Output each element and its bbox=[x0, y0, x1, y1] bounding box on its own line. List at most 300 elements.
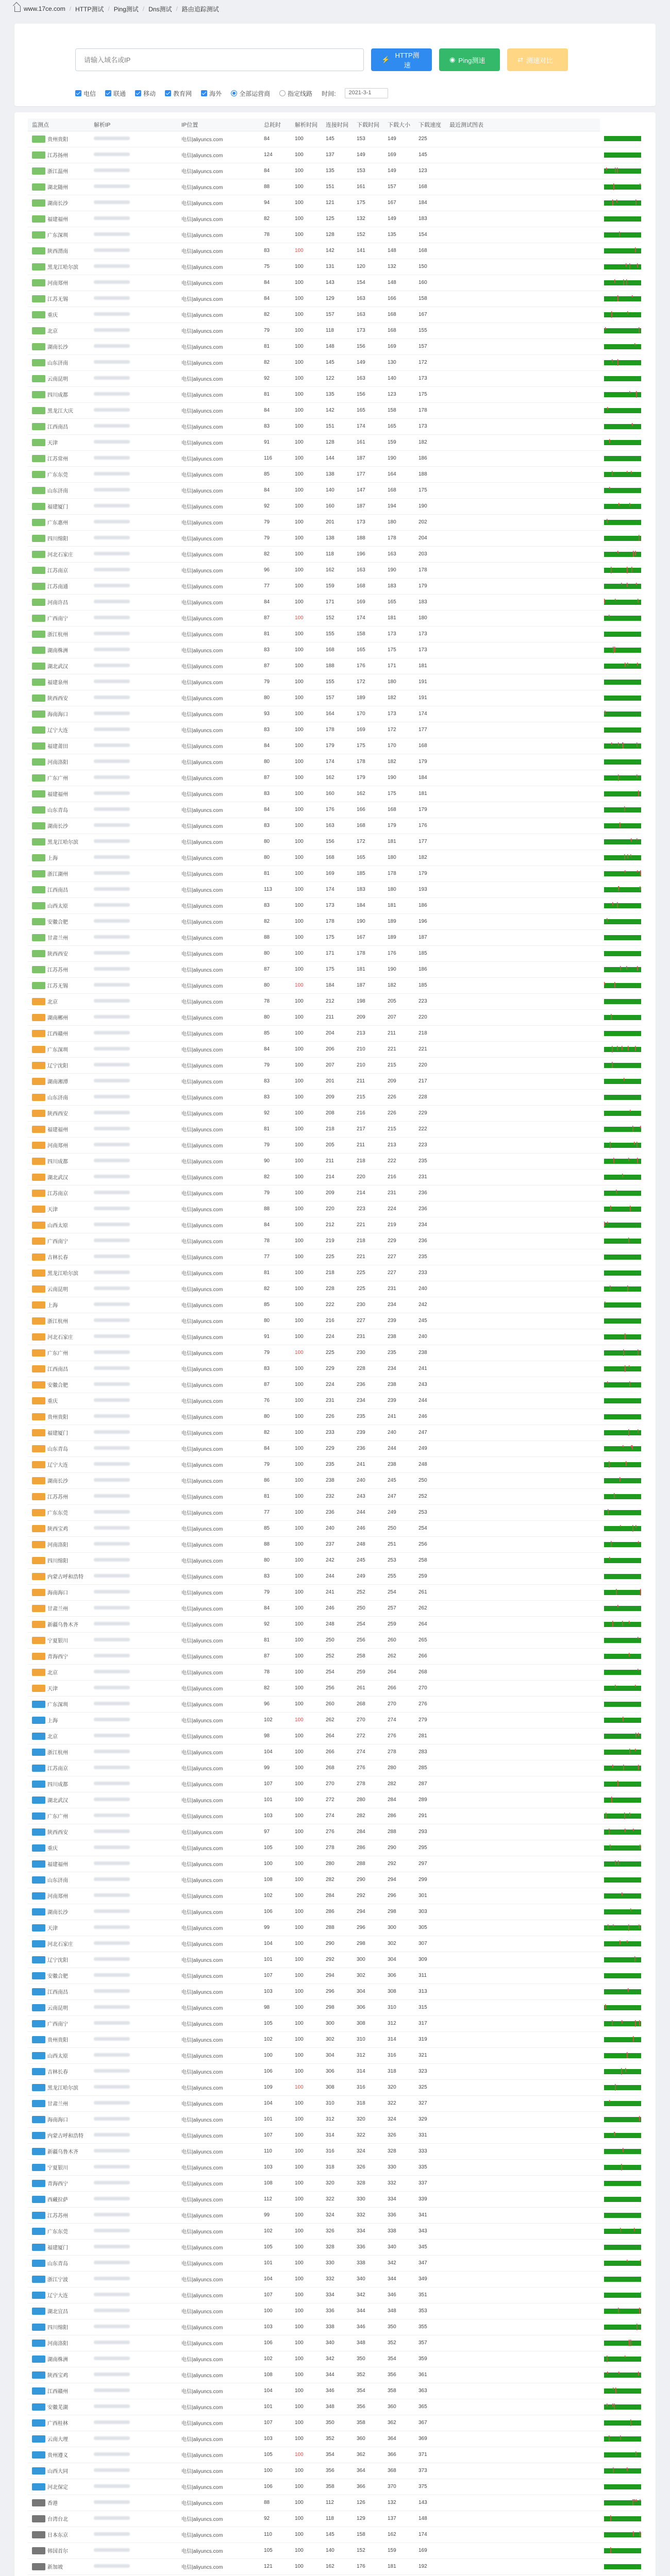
table-row[interactable] bbox=[28, 706, 641, 722]
recent-chart-cell[interactable] bbox=[600, 1936, 641, 1952]
recent-chart[interactable] bbox=[604, 343, 641, 350]
recent-chart[interactable] bbox=[604, 1142, 641, 1149]
ping-test-button[interactable]: ◉ Ping测速 bbox=[439, 48, 500, 71]
table-row[interactable] bbox=[28, 1744, 641, 1760]
recent-chart[interactable] bbox=[604, 1190, 641, 1197]
recent-chart[interactable] bbox=[604, 2515, 641, 2522]
recent-chart-cell[interactable] bbox=[600, 2303, 641, 2319]
table-row[interactable] bbox=[28, 179, 641, 195]
recent-chart-cell[interactable] bbox=[600, 1920, 641, 1936]
recent-chart[interactable] bbox=[604, 1397, 641, 1404]
recent-chart[interactable] bbox=[604, 567, 641, 574]
recent-chart-cell[interactable] bbox=[600, 2031, 641, 2047]
recent-chart[interactable] bbox=[604, 918, 641, 925]
recent-chart-cell[interactable] bbox=[600, 338, 641, 354]
table-row[interactable] bbox=[28, 434, 641, 450]
recent-chart-cell[interactable] bbox=[600, 1776, 641, 1792]
table-row[interactable] bbox=[28, 1536, 641, 1552]
recent-chart[interactable] bbox=[604, 2387, 641, 2395]
recent-chart[interactable] bbox=[604, 1844, 641, 1852]
recent-chart-cell[interactable] bbox=[600, 1968, 641, 1984]
recent-chart-cell[interactable] bbox=[600, 945, 641, 961]
table-row[interactable] bbox=[28, 1153, 641, 1169]
recent-chart-cell[interactable] bbox=[600, 2239, 641, 2255]
recent-chart-cell[interactable] bbox=[600, 530, 641, 546]
recent-chart-cell[interactable] bbox=[600, 1025, 641, 1041]
table-row[interactable] bbox=[28, 1904, 641, 1920]
table-row[interactable] bbox=[28, 2111, 641, 2127]
recent-chart-cell[interactable] bbox=[600, 2095, 641, 2111]
table-row[interactable] bbox=[28, 1089, 641, 1105]
table-row[interactable] bbox=[28, 450, 641, 466]
recent-chart[interactable] bbox=[604, 1238, 641, 1245]
recent-chart-cell[interactable] bbox=[600, 2431, 641, 2447]
table-row[interactable] bbox=[28, 610, 641, 626]
table-row[interactable] bbox=[28, 1185, 641, 1201]
recent-chart-cell[interactable] bbox=[600, 1217, 641, 1233]
recent-chart[interactable] bbox=[604, 551, 641, 558]
recent-chart[interactable] bbox=[604, 950, 641, 957]
recent-chart-cell[interactable] bbox=[600, 434, 641, 450]
table-row[interactable] bbox=[28, 1233, 641, 1249]
recent-chart-cell[interactable] bbox=[600, 1584, 641, 1600]
table-row[interactable] bbox=[28, 2303, 641, 2319]
table-row[interactable] bbox=[28, 2255, 641, 2271]
recent-chart[interactable] bbox=[604, 2164, 641, 2171]
table-row[interactable] bbox=[28, 1680, 641, 1696]
recent-chart-cell[interactable] bbox=[600, 1952, 641, 1968]
recent-chart[interactable] bbox=[604, 2196, 641, 2203]
recent-chart-cell[interactable] bbox=[600, 1824, 641, 1840]
recent-chart-cell[interactable] bbox=[600, 2351, 641, 2367]
recent-chart-cell[interactable] bbox=[600, 275, 641, 291]
recent-chart-cell[interactable] bbox=[600, 1856, 641, 1872]
recent-chart-cell[interactable] bbox=[600, 961, 641, 977]
table-row[interactable] bbox=[28, 929, 641, 945]
recent-chart[interactable] bbox=[604, 2116, 641, 2123]
recent-chart-cell[interactable] bbox=[600, 402, 641, 418]
recent-chart-cell[interactable] bbox=[600, 1488, 641, 1504]
table-row[interactable] bbox=[28, 866, 641, 882]
column-header[interactable]: 下载时间 bbox=[353, 118, 383, 131]
recent-chart[interactable] bbox=[604, 982, 641, 989]
table-row[interactable] bbox=[28, 1600, 641, 1616]
recent-chart-cell[interactable] bbox=[600, 354, 641, 370]
recent-chart-cell[interactable] bbox=[600, 2399, 641, 2415]
recent-chart-cell[interactable] bbox=[600, 2047, 641, 2063]
table-row[interactable] bbox=[28, 1345, 641, 1361]
check-unicom[interactable]: 联通 bbox=[105, 89, 126, 98]
recent-chart[interactable] bbox=[604, 2355, 641, 2363]
recent-chart-cell[interactable] bbox=[600, 738, 641, 754]
table-row[interactable] bbox=[28, 626, 641, 642]
recent-chart-cell[interactable] bbox=[600, 1744, 641, 1760]
table-row[interactable] bbox=[28, 291, 641, 307]
recent-chart-cell[interactable] bbox=[600, 418, 641, 434]
recent-chart[interactable] bbox=[604, 1621, 641, 1628]
recent-chart-cell[interactable] bbox=[600, 1313, 641, 1329]
recent-chart[interactable] bbox=[604, 199, 641, 207]
recent-chart-cell[interactable] bbox=[600, 1712, 641, 1728]
recent-chart[interactable] bbox=[604, 2467, 641, 2475]
table-row[interactable] bbox=[28, 370, 641, 386]
recent-chart-cell[interactable] bbox=[600, 1169, 641, 1185]
recent-chart[interactable] bbox=[604, 2228, 641, 2235]
recent-chart-cell[interactable] bbox=[600, 227, 641, 243]
table-row[interactable] bbox=[28, 945, 641, 961]
table-row[interactable] bbox=[28, 2079, 641, 2095]
recent-chart[interactable] bbox=[604, 1301, 641, 1309]
table-row[interactable] bbox=[28, 307, 641, 323]
table-row[interactable] bbox=[28, 338, 641, 354]
table-row[interactable] bbox=[28, 2415, 641, 2431]
column-header[interactable]: 总耗时 bbox=[260, 118, 291, 131]
table-row[interactable] bbox=[28, 131, 641, 147]
radio-all-isp[interactable]: 全部运营商 bbox=[231, 89, 270, 98]
table-row[interactable] bbox=[28, 1616, 641, 1632]
recent-chart[interactable] bbox=[604, 1685, 641, 1692]
recent-chart-cell[interactable] bbox=[600, 482, 641, 498]
table-row[interactable] bbox=[28, 386, 641, 402]
recent-chart[interactable] bbox=[604, 375, 641, 382]
recent-chart[interactable] bbox=[604, 519, 641, 526]
recent-chart-cell[interactable] bbox=[600, 2335, 641, 2351]
recent-chart[interactable] bbox=[604, 663, 641, 670]
column-header[interactable]: IP位置 bbox=[177, 118, 260, 131]
breadcrumb-dns[interactable]: Dns测试 bbox=[148, 5, 172, 13]
recent-chart-cell[interactable] bbox=[600, 147, 641, 163]
recent-chart[interactable] bbox=[604, 1541, 641, 1548]
recent-chart-cell[interactable] bbox=[600, 1648, 641, 1664]
recent-chart[interactable] bbox=[604, 2499, 641, 2506]
recent-chart[interactable] bbox=[604, 1908, 641, 1916]
table-row[interactable] bbox=[28, 466, 641, 482]
recent-chart[interactable] bbox=[604, 2371, 641, 2379]
recent-chart-cell[interactable] bbox=[600, 993, 641, 1009]
recent-chart[interactable] bbox=[604, 1046, 641, 1053]
recent-chart[interactable] bbox=[604, 503, 641, 510]
recent-chart[interactable] bbox=[604, 2148, 641, 2155]
table-row[interactable] bbox=[28, 2431, 641, 2447]
recent-chart[interactable] bbox=[604, 726, 641, 734]
recent-chart-cell[interactable] bbox=[600, 834, 641, 850]
table-row[interactable] bbox=[28, 802, 641, 818]
recent-chart-cell[interactable] bbox=[600, 882, 641, 897]
recent-chart[interactable] bbox=[604, 1972, 641, 1979]
table-row[interactable] bbox=[28, 2367, 641, 2383]
recent-chart-cell[interactable] bbox=[600, 466, 641, 482]
recent-chart[interactable] bbox=[604, 998, 641, 1005]
recent-chart-cell[interactable] bbox=[600, 1999, 641, 2015]
table-row[interactable] bbox=[28, 1201, 641, 1217]
recent-chart[interactable] bbox=[604, 2340, 641, 2347]
recent-chart-cell[interactable] bbox=[600, 1536, 641, 1552]
recent-chart[interactable] bbox=[604, 822, 641, 829]
recent-chart-cell[interactable] bbox=[600, 578, 641, 594]
recent-chart[interactable] bbox=[604, 2036, 641, 2043]
table-row[interactable] bbox=[28, 546, 641, 562]
table-row[interactable] bbox=[28, 1872, 641, 1888]
recent-chart[interactable] bbox=[604, 471, 641, 478]
recent-chart[interactable] bbox=[604, 886, 641, 893]
recent-chart[interactable] bbox=[604, 2276, 641, 2283]
table-row[interactable] bbox=[28, 1808, 641, 1824]
recent-chart[interactable] bbox=[604, 1669, 641, 1676]
recent-chart-cell[interactable] bbox=[600, 2255, 641, 2271]
recent-chart[interactable] bbox=[604, 902, 641, 909]
recent-chart[interactable] bbox=[604, 838, 641, 845]
http-test-button[interactable]: ⚡ HTTP测速 bbox=[371, 48, 432, 71]
recent-chart[interactable] bbox=[604, 1174, 641, 1181]
check-edu[interactable]: 教育网 bbox=[165, 89, 192, 98]
table-row[interactable] bbox=[28, 1472, 641, 1488]
recent-chart[interactable] bbox=[604, 167, 641, 175]
recent-chart[interactable] bbox=[604, 1285, 641, 1293]
column-header[interactable]: 解析时间 bbox=[291, 118, 322, 131]
recent-chart[interactable] bbox=[604, 1733, 641, 1740]
recent-chart[interactable] bbox=[604, 1206, 641, 1213]
recent-chart[interactable] bbox=[604, 215, 641, 223]
recent-chart-cell[interactable] bbox=[600, 1377, 641, 1393]
table-row[interactable] bbox=[28, 1009, 641, 1025]
recent-chart[interactable] bbox=[604, 615, 641, 622]
recent-chart[interactable] bbox=[604, 2180, 641, 2187]
table-row[interactable] bbox=[28, 2558, 641, 2574]
column-header[interactable]: 最近测试图表 bbox=[445, 118, 600, 131]
recent-chart-cell[interactable] bbox=[600, 370, 641, 386]
recent-chart-cell[interactable] bbox=[600, 690, 641, 706]
recent-chart-cell[interactable] bbox=[600, 818, 641, 834]
recent-chart-cell[interactable] bbox=[600, 897, 641, 913]
recent-chart[interactable] bbox=[604, 1365, 641, 1372]
table-row[interactable] bbox=[28, 2287, 641, 2303]
recent-chart-cell[interactable] bbox=[600, 1472, 641, 1488]
column-header[interactable]: 解析IP bbox=[90, 118, 177, 131]
recent-chart-cell[interactable] bbox=[600, 1632, 641, 1648]
table-row[interactable] bbox=[28, 1504, 641, 1520]
recent-chart[interactable] bbox=[604, 2004, 641, 2011]
recent-chart-cell[interactable] bbox=[600, 1808, 641, 1824]
recent-chart-cell[interactable] bbox=[600, 706, 641, 722]
recent-chart[interactable] bbox=[604, 1557, 641, 1564]
table-row[interactable] bbox=[28, 770, 641, 786]
recent-chart[interactable] bbox=[604, 1781, 641, 1788]
recent-chart[interactable] bbox=[604, 1653, 641, 1660]
recent-chart[interactable] bbox=[604, 1797, 641, 1804]
recent-chart-cell[interactable] bbox=[600, 514, 641, 530]
recent-chart[interactable] bbox=[604, 2292, 641, 2299]
table-row[interactable] bbox=[28, 1760, 641, 1776]
recent-chart-cell[interactable] bbox=[600, 770, 641, 786]
table-row[interactable] bbox=[28, 323, 641, 338]
recent-chart-cell[interactable] bbox=[600, 1393, 641, 1409]
recent-chart-cell[interactable] bbox=[600, 546, 641, 562]
table-row[interactable] bbox=[28, 1712, 641, 1728]
recent-chart-cell[interactable] bbox=[600, 2079, 641, 2095]
table-row[interactable] bbox=[28, 690, 641, 706]
recent-chart[interactable] bbox=[604, 2435, 641, 2443]
recent-chart-cell[interactable] bbox=[600, 1984, 641, 1999]
compare-test-button[interactable]: ⇄ 测速对比 bbox=[507, 48, 568, 71]
recent-chart-cell[interactable] bbox=[600, 2415, 641, 2431]
recent-chart-cell[interactable] bbox=[600, 195, 641, 211]
table-row[interactable] bbox=[28, 2319, 641, 2335]
recent-chart-cell[interactable] bbox=[600, 1249, 641, 1265]
table-row[interactable] bbox=[28, 2047, 641, 2063]
recent-chart-cell[interactable] bbox=[600, 1297, 641, 1313]
recent-chart-cell[interactable] bbox=[600, 626, 641, 642]
table-row[interactable] bbox=[28, 2063, 641, 2079]
table-row[interactable] bbox=[28, 1488, 641, 1504]
table-row[interactable] bbox=[28, 2191, 641, 2207]
recent-chart-cell[interactable] bbox=[600, 1425, 641, 1440]
recent-chart[interactable] bbox=[604, 679, 641, 686]
recent-chart-cell[interactable] bbox=[600, 1520, 641, 1536]
recent-chart[interactable] bbox=[604, 1493, 641, 1500]
table-row[interactable] bbox=[28, 2159, 641, 2175]
recent-chart-cell[interactable] bbox=[600, 1568, 641, 1584]
table-row[interactable] bbox=[28, 674, 641, 690]
table-row[interactable] bbox=[28, 195, 641, 211]
recent-chart[interactable] bbox=[604, 774, 641, 782]
recent-chart[interactable] bbox=[604, 1812, 641, 1820]
table-row[interactable] bbox=[28, 1297, 641, 1313]
recent-chart-cell[interactable] bbox=[600, 386, 641, 402]
table-row[interactable] bbox=[28, 1137, 641, 1153]
table-row[interactable] bbox=[28, 1584, 641, 1600]
recent-chart-cell[interactable] bbox=[600, 2015, 641, 2031]
recent-chart[interactable] bbox=[604, 2451, 641, 2459]
recent-chart[interactable] bbox=[604, 2403, 641, 2411]
recent-chart[interactable] bbox=[604, 439, 641, 446]
recent-chart[interactable] bbox=[604, 1062, 641, 1069]
recent-chart-cell[interactable] bbox=[600, 658, 641, 674]
recent-chart-cell[interactable] bbox=[600, 1073, 641, 1089]
recent-chart-cell[interactable] bbox=[600, 1233, 641, 1249]
recent-chart-cell[interactable] bbox=[600, 850, 641, 866]
recent-chart-cell[interactable] bbox=[600, 259, 641, 275]
recent-chart[interactable] bbox=[604, 263, 641, 270]
table-row[interactable] bbox=[28, 1856, 641, 1872]
recent-chart-cell[interactable] bbox=[600, 754, 641, 770]
breadcrumb-home[interactable]: www.17ce.com bbox=[24, 5, 65, 12]
table-row[interactable] bbox=[28, 961, 641, 977]
recent-chart[interactable] bbox=[604, 2531, 641, 2538]
table-row[interactable] bbox=[28, 1377, 641, 1393]
recent-chart-cell[interactable] bbox=[600, 2543, 641, 2558]
recent-chart[interactable] bbox=[604, 2260, 641, 2267]
recent-chart[interactable] bbox=[604, 1381, 641, 1388]
recent-chart-cell[interactable] bbox=[600, 1696, 641, 1712]
recent-chart-cell[interactable] bbox=[600, 1009, 641, 1025]
recent-chart[interactable] bbox=[604, 2244, 641, 2251]
recent-chart-cell[interactable] bbox=[600, 1760, 641, 1776]
table-row[interactable] bbox=[28, 1664, 641, 1680]
recent-chart-cell[interactable] bbox=[600, 2383, 641, 2399]
recent-chart[interactable] bbox=[604, 1924, 641, 1931]
recent-chart[interactable] bbox=[604, 1509, 641, 1516]
recent-chart[interactable] bbox=[604, 1222, 641, 1229]
recent-chart[interactable] bbox=[604, 1860, 641, 1868]
table-row[interactable] bbox=[28, 977, 641, 993]
recent-chart-cell[interactable] bbox=[600, 1792, 641, 1808]
recent-chart[interactable] bbox=[604, 1317, 641, 1325]
table-row[interactable] bbox=[28, 913, 641, 929]
table-row[interactable] bbox=[28, 642, 641, 658]
recent-chart[interactable] bbox=[604, 1573, 641, 1580]
column-header[interactable]: 下载大小 bbox=[383, 118, 414, 131]
recent-chart-cell[interactable] bbox=[600, 1153, 641, 1169]
recent-chart-cell[interactable] bbox=[600, 1089, 641, 1105]
table-row[interactable] bbox=[28, 243, 641, 259]
recent-chart-cell[interactable] bbox=[600, 2127, 641, 2143]
table-row[interactable] bbox=[28, 1952, 641, 1968]
table-row[interactable] bbox=[28, 2223, 641, 2239]
recent-chart[interactable] bbox=[604, 2308, 641, 2315]
recent-chart-cell[interactable] bbox=[600, 1872, 641, 1888]
table-row[interactable] bbox=[28, 882, 641, 897]
recent-chart-cell[interactable] bbox=[600, 2223, 641, 2239]
recent-chart-cell[interactable] bbox=[600, 131, 641, 147]
table-row[interactable] bbox=[28, 1728, 641, 1744]
table-row[interactable] bbox=[28, 2335, 641, 2351]
recent-chart[interactable] bbox=[604, 2068, 641, 2075]
table-row[interactable] bbox=[28, 1329, 641, 1345]
recent-chart-cell[interactable] bbox=[600, 1281, 641, 1297]
recent-chart-cell[interactable] bbox=[600, 1185, 641, 1201]
column-header[interactable]: 连接时间 bbox=[322, 118, 353, 131]
recent-chart[interactable] bbox=[604, 1701, 641, 1708]
recent-chart[interactable] bbox=[604, 2132, 641, 2139]
recent-chart[interactable] bbox=[604, 407, 641, 414]
recent-chart[interactable] bbox=[604, 1461, 641, 1468]
recent-chart[interactable] bbox=[604, 2547, 641, 2554]
table-row[interactable] bbox=[28, 2495, 641, 2511]
recent-chart[interactable] bbox=[604, 758, 641, 766]
recent-chart-cell[interactable] bbox=[600, 307, 641, 323]
table-row[interactable] bbox=[28, 2239, 641, 2255]
recent-chart-cell[interactable] bbox=[600, 1201, 641, 1217]
table-row[interactable] bbox=[28, 594, 641, 610]
recent-chart[interactable] bbox=[604, 694, 641, 702]
table-row[interactable] bbox=[28, 1249, 641, 1265]
table-row[interactable] bbox=[28, 1648, 641, 1664]
radio-custom-line[interactable]: 指定线路 bbox=[279, 89, 312, 98]
recent-chart-cell[interactable] bbox=[600, 2511, 641, 2527]
table-row[interactable] bbox=[28, 227, 641, 243]
recent-chart-cell[interactable] bbox=[600, 2143, 641, 2159]
recent-chart[interactable] bbox=[604, 311, 641, 318]
recent-chart-cell[interactable] bbox=[600, 1840, 641, 1856]
recent-chart[interactable] bbox=[604, 599, 641, 606]
recent-chart[interactable] bbox=[604, 1413, 641, 1420]
table-row[interactable] bbox=[28, 1041, 641, 1057]
table-row[interactable] bbox=[28, 1409, 641, 1425]
table-row[interactable] bbox=[28, 1169, 641, 1185]
recent-chart-cell[interactable] bbox=[600, 1105, 641, 1121]
time-input[interactable]: 2021-3-1 bbox=[345, 88, 388, 98]
recent-chart-cell[interactable] bbox=[600, 1440, 641, 1456]
table-row[interactable] bbox=[28, 2383, 641, 2399]
recent-chart[interactable] bbox=[604, 183, 641, 191]
recent-chart[interactable] bbox=[604, 647, 641, 654]
table-row[interactable] bbox=[28, 578, 641, 594]
recent-chart[interactable] bbox=[604, 854, 641, 861]
table-row[interactable] bbox=[28, 2527, 641, 2543]
recent-chart-cell[interactable] bbox=[600, 1329, 641, 1345]
recent-chart[interactable] bbox=[604, 1605, 641, 1612]
recent-chart[interactable] bbox=[604, 1749, 641, 1756]
